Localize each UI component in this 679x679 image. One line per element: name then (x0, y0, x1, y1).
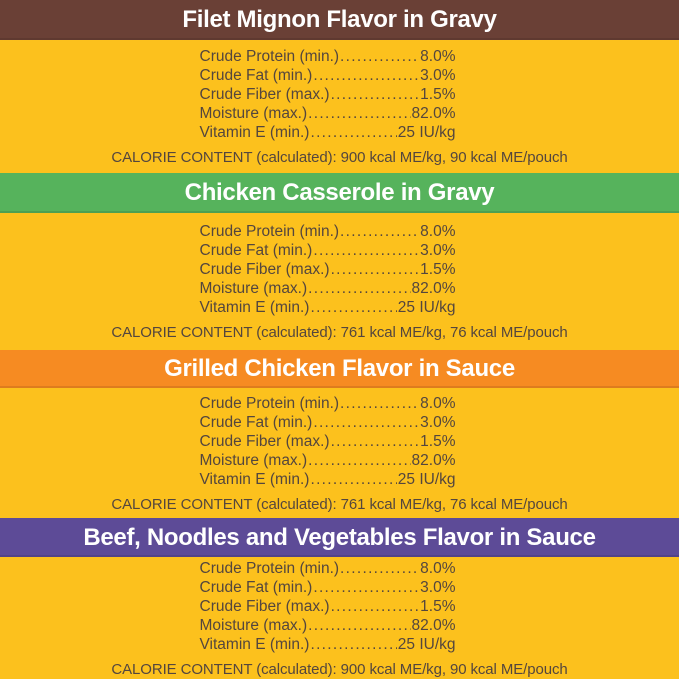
analysis-row (200, 85, 456, 104)
analysis-label: Moisture (max.) (199, 451, 308, 469)
dot-leader (331, 432, 420, 451)
analysis-value: 25 IU/kg (397, 124, 456, 141)
analysis-row (200, 241, 456, 260)
flavor-section-beef-noodles-vegetables (0, 518, 679, 679)
flavor-title: Grilled Chicken Flavor in Sauce (164, 355, 515, 382)
flavor-banner (0, 173, 679, 213)
calorie-content-line: CALORIE CONTENT (calculated): 900 kcal ME/kg, 90 kcal ME/pouch (111, 660, 568, 678)
analysis-value: 1.5% (420, 432, 456, 450)
analysis-value: 3.0% (420, 413, 456, 431)
guaranteed-analysis (200, 222, 456, 317)
dot-leader (310, 123, 396, 142)
analysis-value: 8.0% (420, 223, 456, 240)
analysis-label: Vitamin E (min.) (199, 470, 310, 488)
analysis-row (200, 279, 456, 298)
analysis-row (200, 222, 456, 241)
analysis-value: 1.5% (420, 597, 456, 615)
analysis-value: 3.0% (420, 67, 456, 84)
analysis-value: 82.0% (411, 280, 456, 297)
analysis-row (200, 470, 456, 489)
analysis-row (200, 260, 456, 279)
dot-leader (310, 470, 396, 489)
guaranteed-analysis (200, 47, 456, 142)
dot-leader (331, 260, 420, 279)
analysis-row (200, 413, 456, 432)
dot-leader (313, 578, 419, 597)
analysis-label: Crude Protein (min.) (199, 559, 340, 577)
analysis-label: Vitamin E (min.) (199, 635, 310, 653)
dot-leader (340, 222, 419, 241)
analysis-value: 1.5% (420, 261, 456, 278)
analysis-value: 3.0% (420, 578, 456, 596)
flavor-banner (0, 350, 679, 388)
analysis-value: 82.0% (411, 616, 456, 634)
analysis-row (200, 432, 456, 451)
calorie-content-line: CALORIE CONTENT (calculated): 761 kcal ME/kg, 76 kcal ME/pouch (111, 324, 568, 341)
calorie-content-line: CALORIE CONTENT (calculated): 761 kcal ME/kg, 76 kcal ME/pouch (111, 495, 568, 513)
analysis-label: Crude Fiber (max.) (199, 86, 330, 103)
dot-leader (340, 559, 419, 578)
flavor-title: Chicken Casserole in Gravy (184, 179, 495, 206)
analysis-row (200, 616, 456, 635)
flavor-title: Beef, Noodles and Vegetables Flavor in Sauce (83, 523, 596, 551)
analysis-label: Vitamin E (min.) (199, 124, 310, 141)
analysis-label: Crude Fat (min.) (199, 578, 313, 596)
analysis-label: Crude Fiber (max.) (199, 597, 330, 615)
analysis-label: Moisture (max.) (199, 616, 308, 634)
flavor-banner (0, 518, 679, 557)
analysis-label: Crude Fat (min.) (199, 67, 313, 84)
dot-leader (313, 66, 419, 85)
flavor-section-chicken-casserole (0, 173, 679, 350)
analysis-value: 25 IU/kg (397, 635, 456, 653)
flavor-section-grilled-chicken (0, 350, 679, 518)
analysis-value: 3.0% (420, 242, 456, 259)
analysis-label: Moisture (max.) (199, 280, 308, 297)
flavor-banner (0, 0, 679, 40)
analysis-value: 25 IU/kg (397, 299, 456, 316)
dot-leader (331, 597, 420, 616)
dot-leader (331, 85, 420, 104)
analysis-value: 25 IU/kg (397, 470, 456, 488)
dot-leader (308, 616, 410, 635)
analysis-label: Vitamin E (min.) (199, 299, 310, 316)
analysis-value: 8.0% (420, 48, 456, 65)
dot-leader (340, 47, 419, 66)
analysis-row (200, 597, 456, 616)
dot-leader (310, 635, 396, 654)
calorie-content-line: CALORIE CONTENT (calculated): 900 kcal ME/kg, 90 kcal ME/pouch (111, 149, 568, 166)
analysis-label: Crude Fat (min.) (199, 242, 313, 259)
analysis-row (200, 394, 456, 413)
dot-leader (308, 279, 410, 298)
analysis-row (200, 104, 456, 123)
analysis-label: Crude Protein (min.) (199, 48, 340, 65)
section-content (0, 388, 679, 518)
analysis-label: Crude Protein (min.) (199, 223, 340, 240)
analysis-label: Moisture (max.) (199, 105, 308, 122)
analysis-row (200, 451, 456, 470)
section-content (0, 40, 679, 173)
dot-leader (313, 241, 419, 260)
analysis-value: 82.0% (411, 105, 456, 122)
dot-leader (308, 104, 410, 123)
analysis-row (200, 578, 456, 597)
analysis-value: 8.0% (420, 559, 456, 577)
analysis-value: 8.0% (420, 394, 456, 412)
flavor-section-filet-mignon (0, 0, 679, 173)
analysis-label: Crude Fiber (max.) (199, 261, 330, 278)
dot-leader (308, 451, 410, 470)
section-content (0, 213, 679, 350)
guaranteed-analysis (200, 559, 456, 654)
analysis-value: 82.0% (411, 451, 456, 469)
analysis-row (200, 635, 456, 654)
dot-leader (313, 413, 419, 432)
flavor-title: Filet Mignon Flavor in Gravy (182, 6, 497, 33)
analysis-row (200, 66, 456, 85)
analysis-value: 1.5% (420, 86, 456, 103)
dot-leader (310, 298, 396, 317)
analysis-row (200, 298, 456, 317)
analysis-label: Crude Fat (min.) (199, 413, 313, 431)
dot-leader (340, 394, 419, 413)
section-content (0, 557, 679, 679)
analysis-row (200, 123, 456, 142)
guaranteed-analysis (200, 394, 456, 489)
analysis-row (200, 47, 456, 66)
analysis-label: Crude Protein (min.) (199, 394, 340, 412)
analysis-label: Crude Fiber (max.) (199, 432, 330, 450)
analysis-row (200, 559, 456, 578)
